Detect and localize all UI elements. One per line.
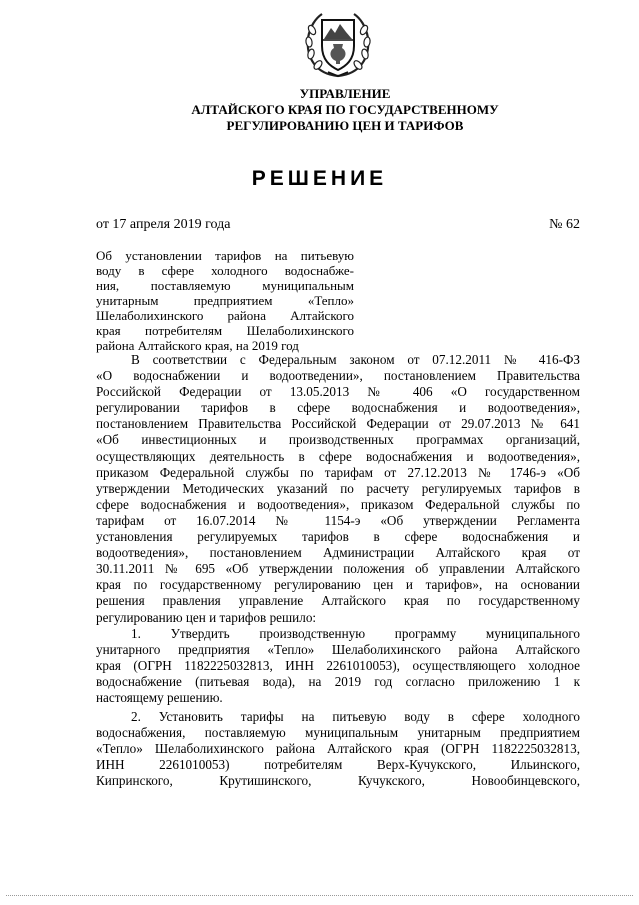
subject-line: унитарным предприятием «Тепло» <box>96 293 354 308</box>
issuing-authority-header <box>90 86 600 134</box>
body-line: сфере водоснабжения и водоотведения», приказом Федеральной службы по <box>96 496 580 512</box>
body-line: В соответствии с Федеральным законом от 07.12.2011 № 416-ФЗ <box>131 352 580 367</box>
body-line: «Об инвестиционных и производственных программах организаций, <box>96 432 580 448</box>
body-line: 30.11.2011 № 695 «Об утверждении положения об управлении Алтайского <box>96 561 580 577</box>
document-number: № 62 <box>549 217 580 232</box>
body-line: края (ОГРН 1182225032813, ИНН 2261010053), осуществляющего холодное <box>96 657 580 673</box>
document-title: РЕШЕНИЕ <box>251 167 388 190</box>
subject-line: Об установлении тарифов на питьевую <box>96 248 354 263</box>
subject-line: воду в сфере холодного водоснабже- <box>96 263 354 278</box>
subject-line: района Алтайского края, на 2019 год <box>96 338 299 353</box>
body-line: установления регулируемых тарифов в сфере водоснабжения и <box>96 529 580 545</box>
body-line: утверждении Методических указаний по расчету регулируемых тарифов в <box>96 480 580 496</box>
body-line: постановлением Правительства Российской Федерации от 29.07.2013 № 641 <box>96 416 580 432</box>
clause-1-paragraph <box>96 626 580 706</box>
body-line: Российской Федерации от 13.05.2013 № 406 «О государственном <box>96 384 580 400</box>
body-line: регулировании тарифов в сфере водоснабжения и водоотведения», <box>96 400 580 416</box>
preamble-paragraph <box>96 352 580 626</box>
document-date: от 17 апреля 2019 года <box>96 217 231 232</box>
subject-line: ния, поставляемую муниципальным <box>96 278 354 293</box>
header-line: АЛТАЙСКОГО КРАЯ ПО ГОСУДАРСТВЕННОМУ <box>191 102 499 117</box>
body-line: тарифам от 16.07.2014 № 1154-э «Об утверждении Регламента <box>96 512 580 528</box>
body-line: водоснабжения, поставляемую муниципальным унитарным предприятием <box>96 725 580 741</box>
header-line: УПРАВЛЕНИЕ <box>299 86 391 101</box>
body-line: 2. Установить тарифы на питьевую воду в сфере холодного <box>131 709 580 725</box>
body-line: «Тепло» Шелаболихинского района Алтайского края (ОГРН 1182225032813, <box>96 741 580 757</box>
body-line: «О водоснабжении и водоотведении», постановлением Правительства <box>96 368 580 384</box>
body-line: края по государственному регулированию цен и тарифов», на основании <box>96 577 580 593</box>
header-line: РЕГУЛИРОВАНИЮ ЦЕН И ТАРИФОВ <box>226 118 464 133</box>
body-line: унитарного предприятия «Тепло» Шелаболихинского района Алтайского <box>96 641 580 657</box>
body-line: Кипринского, Крутишинского, Кучукского, Новообинцевского, <box>96 773 580 789</box>
document-body <box>96 352 580 790</box>
body-line: решения правления управление Алтайского края по государственному <box>96 593 580 609</box>
subject-line: края потребителям Шелаболихинского <box>96 323 354 338</box>
body-line: ИНН 2261010053) потребителям Верх-Кучукского, Ильинского, <box>96 757 580 773</box>
date-number-line <box>96 217 580 233</box>
subject-line: Шелаболихинского района Алтайского <box>96 308 354 323</box>
clause-2-paragraph <box>96 709 580 789</box>
body-line: 1. Утвердить производственную программу муниципального <box>131 625 580 641</box>
page-bottom-edge <box>6 895 633 896</box>
body-line: регулированию цен и тарифов решило: <box>96 609 317 625</box>
body-line: водоотведения», постановлением Администрации Алтайского края от <box>96 545 580 561</box>
body-line: водоснабжение (питьевая вода), на 2019 год согласно приложению 1 к <box>96 673 580 689</box>
body-line: приказом Федеральной службы по тарифам от 27.12.2013 № 1746-э «Об <box>96 464 580 480</box>
document-subject <box>96 248 354 353</box>
body-line: настоящему решению. <box>96 689 223 705</box>
altai-krai-coat-of-arms-icon <box>302 8 374 80</box>
body-line: осуществляющих деятельность в сфере водоснабжения и водоотведения», <box>96 448 580 464</box>
